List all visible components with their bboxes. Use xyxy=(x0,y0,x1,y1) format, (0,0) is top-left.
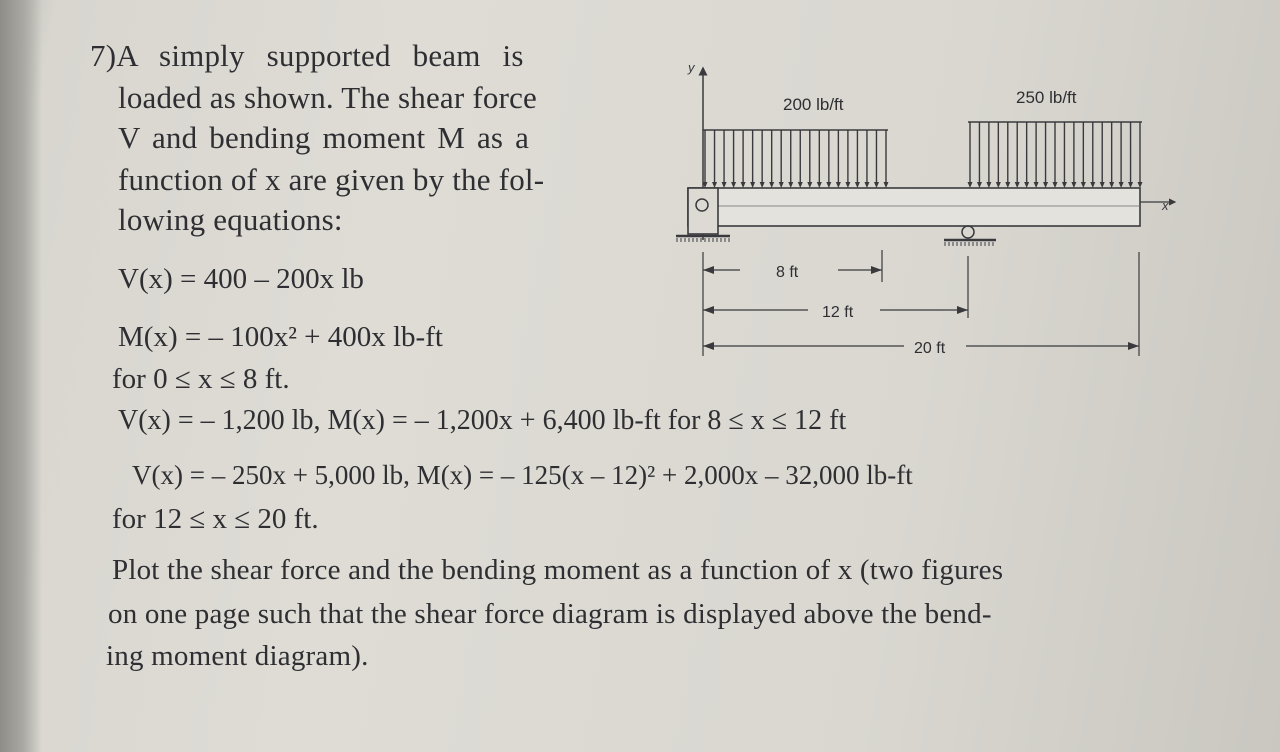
load-arrowhead xyxy=(826,182,831,188)
equation-range-segment-3: for 12 ≤ x ≤ 20 ft. xyxy=(112,503,319,535)
equation-segment-3: V(x) = – 250x + 5,000 lb, M(x) = – 125(x – 12)² + 2,000x – 32,000 lb-ft xyxy=(132,460,913,490)
instruction-line: Plot the shear force and the bending moment as a function of x (two figures xyxy=(112,554,1004,586)
load-arrowhead xyxy=(996,182,1001,188)
equation-shear-segment-1: V(x) = 400 – 200x lb xyxy=(118,263,364,295)
load-arrowhead xyxy=(864,182,869,188)
load-arrowhead xyxy=(977,182,982,188)
equation-segment-2: V(x) = – 1,200 lb, M(x) = – 1,200x + 6,400 lb-ft for 8 ≤ x ≤ 12 ft xyxy=(118,405,847,436)
load-arrowhead xyxy=(769,182,774,188)
problem-intro-line: A simply supported beam is xyxy=(116,38,524,73)
load-arrowhead xyxy=(1128,182,1133,188)
load-arrowhead xyxy=(712,182,717,188)
load-arrowhead xyxy=(874,182,879,188)
equation-moment-segment-1: M(x) = – 100x² + 400x lb-ft xyxy=(118,321,443,353)
load-arrowhead xyxy=(1053,182,1058,188)
roller-support xyxy=(944,226,996,244)
load-arrowhead xyxy=(1043,182,1048,188)
load-arrowhead xyxy=(1015,182,1020,188)
y-axis-label: y xyxy=(688,60,695,75)
problem-intro-line: V and bending moment M as a xyxy=(118,120,530,155)
x-axis-label: x xyxy=(1162,198,1169,213)
instruction-line: ing moment diagram). xyxy=(106,640,369,672)
load-arrowhead xyxy=(1090,182,1095,188)
load-arrowhead xyxy=(855,182,860,188)
distributed-load-left xyxy=(703,130,889,188)
load-arrowhead xyxy=(836,182,841,188)
load-label-left: 200 lb/ft xyxy=(783,95,844,114)
load-arrowhead xyxy=(731,182,736,188)
load-arrowhead xyxy=(1119,182,1124,188)
load-arrowhead xyxy=(779,182,784,188)
instruction-line: on one page such that the shear force diagram is displayed above the bend- xyxy=(108,598,992,630)
load-arrowhead xyxy=(1024,182,1029,188)
load-arrowhead xyxy=(798,182,803,188)
load-arrowhead xyxy=(968,182,973,188)
dimension-label-8ft: 8 ft xyxy=(776,264,799,281)
load-arrowhead xyxy=(986,182,991,188)
load-arrowhead xyxy=(1071,182,1076,188)
load-arrowhead xyxy=(817,182,822,188)
load-arrowhead xyxy=(1005,182,1010,188)
load-arrowhead xyxy=(884,182,889,188)
load-arrowhead xyxy=(1062,182,1067,188)
problem-intro-line: function of x are given by the fol- xyxy=(118,162,545,197)
load-arrowhead xyxy=(750,182,755,188)
load-arrowhead xyxy=(807,182,812,188)
equation-range-segment-1: for 0 ≤ x ≤ 8 ft. xyxy=(112,363,290,395)
load-arrowhead xyxy=(1109,182,1114,188)
beam xyxy=(688,188,1140,226)
load-arrowhead xyxy=(722,182,727,188)
distributed-load-right xyxy=(968,122,1143,188)
problem-number: 7) xyxy=(90,38,117,73)
problem-intro-line: loaded as shown. The shear force xyxy=(118,80,538,115)
load-arrowhead xyxy=(760,182,765,188)
load-arrowhead xyxy=(1138,182,1143,188)
dimension-label-12ft: 12 ft xyxy=(822,304,854,321)
load-arrowhead xyxy=(845,182,850,188)
load-arrowhead xyxy=(741,182,746,188)
load-arrowhead xyxy=(788,182,793,188)
load-label-right: 250 lb/ft xyxy=(1016,88,1077,107)
dimension-label-20ft: 20 ft xyxy=(914,340,946,357)
load-arrowhead xyxy=(1034,182,1039,188)
problem-intro-line: lowing equations: xyxy=(118,202,343,237)
load-arrowhead xyxy=(1100,182,1105,188)
load-arrowhead xyxy=(1081,182,1086,188)
